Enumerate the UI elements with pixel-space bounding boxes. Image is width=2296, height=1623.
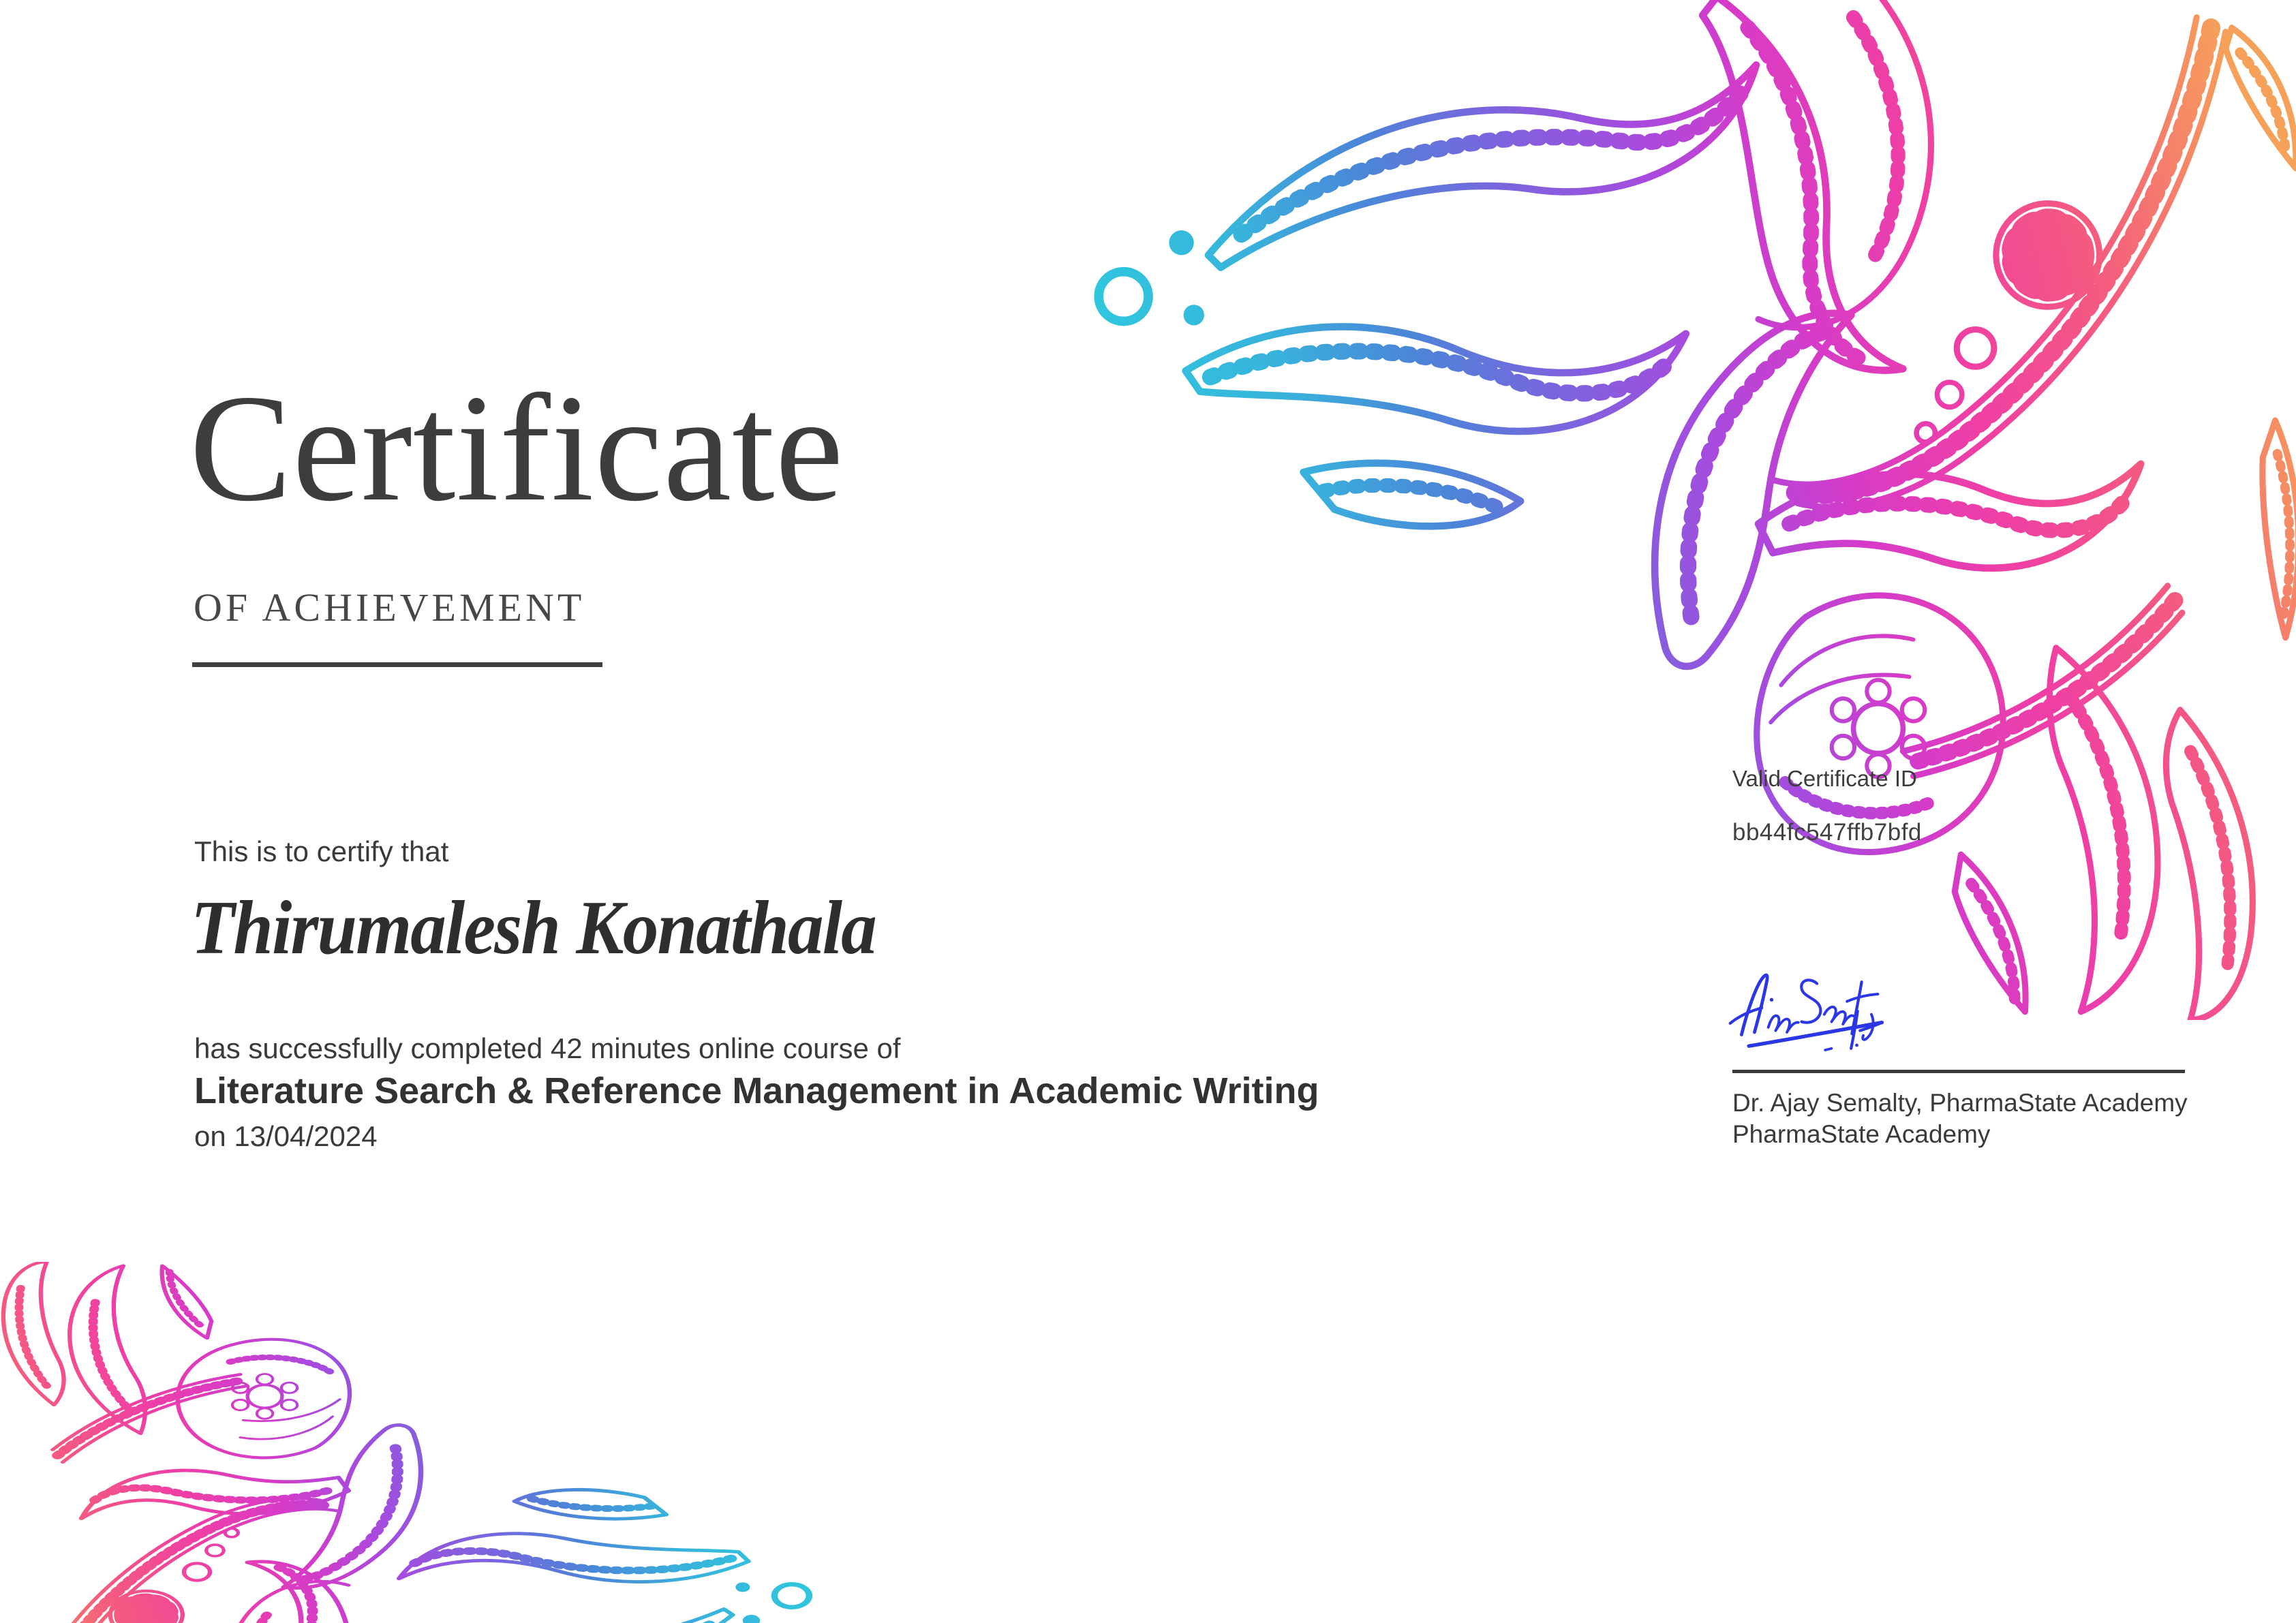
paisley-ornament-top-right [1086, 0, 2296, 1020]
signature-divider-rule [1732, 1070, 2185, 1073]
valid-certificate-id-label: Valid Certificate ID [1732, 766, 1917, 791]
certificate-id-value: bb44fc547ffb7bfd [1732, 819, 1922, 846]
signature-handwriting [1723, 958, 1901, 1064]
signatory-line2: PharmaState Academy [1732, 1120, 1991, 1148]
certify-intro-text: This is to certify that [194, 835, 449, 867]
course-title: Literature Search & Reference Management in Academic Writing [194, 1070, 1319, 1111]
title-divider-rule [192, 662, 602, 667]
signatory-line1: Dr. Ajay Semalty, PharmaState Academy [1732, 1089, 2188, 1117]
certificate-subtitle: OF ACHIEVEMENT [194, 585, 585, 630]
paisley-ornament-bottom-left [0, 1262, 818, 1623]
certificate-title: Certificate [189, 362, 844, 533]
completion-date: on 13/04/2024 [194, 1120, 378, 1152]
recipient-name: Thirumalesh Konathala [191, 886, 876, 970]
completion-text: has successfully completed 42 minutes online course of [194, 1032, 901, 1064]
signatory-block [1732, 1087, 2188, 1150]
